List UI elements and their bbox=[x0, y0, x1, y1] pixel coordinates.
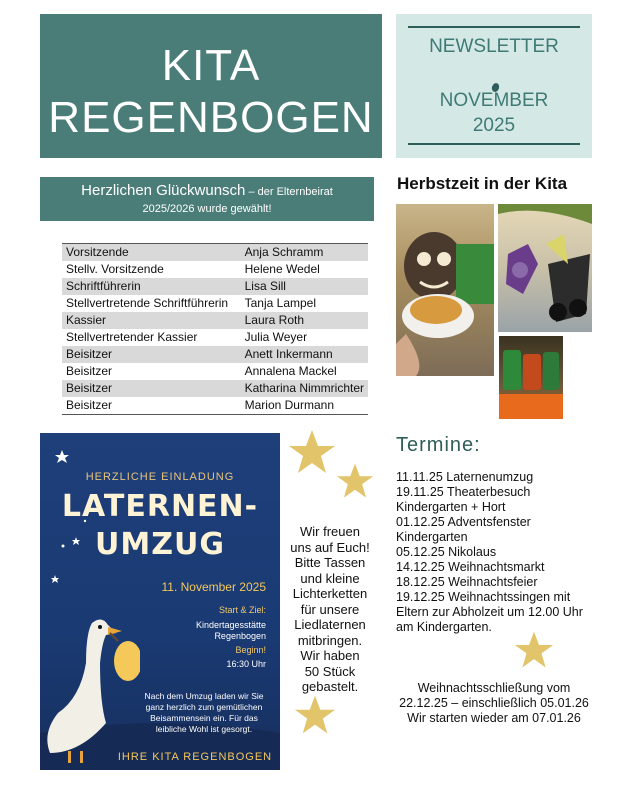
lantern-note-line: gebastelt. bbox=[301, 679, 359, 694]
star-icon bbox=[336, 462, 374, 500]
poster-begin-label: Beginn! bbox=[235, 645, 266, 655]
termine-line: Kindergarten bbox=[396, 530, 468, 544]
title-box bbox=[40, 14, 382, 158]
goose-illustration bbox=[40, 603, 140, 770]
board-row bbox=[62, 397, 368, 415]
lantern-note-line: uns auf Euch! bbox=[290, 539, 370, 555]
poster-title-line2: UMZUG bbox=[95, 527, 225, 562]
termine-line: 11.11.25 Laternenumzug bbox=[396, 470, 534, 484]
lantern-note-line: für unsere bbox=[300, 601, 360, 617]
lantern-note-line: Wir freuen bbox=[300, 524, 360, 539]
board-role: Vorsitzende bbox=[62, 244, 241, 262]
board-row bbox=[62, 244, 368, 262]
closing-line-3: Wir starten wieder am 07.01.26 bbox=[407, 711, 581, 725]
poster-footer: IHRE KITA REGENBOGEN bbox=[117, 751, 273, 763]
lantern-note bbox=[284, 524, 376, 695]
star-icon bbox=[294, 694, 336, 736]
divider-top bbox=[408, 26, 580, 28]
newsletter-label: NEWSLETTER bbox=[429, 36, 559, 57]
board-role: Stellvertretender Kassier bbox=[66, 330, 198, 344]
board-row bbox=[62, 346, 368, 363]
autumn-photo-bats bbox=[498, 204, 592, 332]
board-role: Beisitzer bbox=[66, 398, 113, 412]
termine-heading: Termine: bbox=[396, 434, 481, 456]
board-heading-small: – der Elternbeirat bbox=[245, 186, 333, 198]
title-line-2: REGENBOGEN bbox=[48, 93, 374, 142]
poster-title-line1: LATERNEN- bbox=[61, 489, 259, 524]
poster-begin-value: 16:30 Uhr bbox=[226, 659, 266, 669]
title-line-1: KITA bbox=[161, 41, 261, 90]
closing-note bbox=[396, 681, 592, 726]
board-row bbox=[62, 363, 368, 380]
star-icon bbox=[288, 428, 336, 476]
year-label: 2025 bbox=[472, 115, 516, 136]
termine-line: am Kindergarten. bbox=[396, 620, 492, 634]
board-member-name: Anja Schramm bbox=[241, 244, 368, 262]
month-label: NOVEMBER bbox=[439, 90, 549, 111]
board-heading-box bbox=[40, 177, 374, 221]
board-member-name: Tanja Lampel bbox=[244, 296, 317, 310]
board-member-name: Julia Weyer bbox=[244, 330, 308, 344]
board-member-name: Laura Roth bbox=[241, 312, 368, 329]
poster-invitation: HERZLICHE EINLADUNG bbox=[85, 471, 235, 483]
lantern-note-line: Liedlaternen bbox=[294, 617, 366, 632]
poster-start-value-2: Regenbogen bbox=[214, 631, 266, 641]
closing-line-2: 22.12.25 – einschließlich 05.01.26 bbox=[399, 696, 589, 710]
lantern-note-line: mitbringen. bbox=[297, 632, 363, 648]
board-role: Stellv. Vorsitzende bbox=[66, 262, 164, 276]
termine-line: 01.12.25 Adventsfenster bbox=[396, 515, 531, 529]
board-role: Beisitzer bbox=[62, 346, 241, 363]
board-row bbox=[62, 329, 368, 346]
termine-line: 05.12.25 Nikolaus bbox=[396, 545, 497, 559]
board-member-name: Helene Wedel bbox=[244, 262, 320, 276]
board-member-name: Anett Inkermann bbox=[241, 346, 368, 363]
termine-line: 19.12.25 Weihnachtssingen mit bbox=[396, 590, 571, 604]
lantern-note-line: 50 Stück bbox=[304, 663, 356, 679]
board-role: Schriftführerin bbox=[62, 278, 241, 295]
termine-line: 14.12.25 Weihnachtsmarkt bbox=[396, 560, 545, 574]
board-row bbox=[62, 295, 368, 312]
autumn-photo-jars bbox=[499, 336, 563, 419]
newsletter-box bbox=[396, 14, 592, 158]
board-role: Beisitzer bbox=[62, 380, 241, 397]
board-heading bbox=[40, 182, 374, 199]
lantern-poster bbox=[40, 433, 280, 770]
poster-paragraph: Nach dem Umzug laden wir Sie ganz herzlich zum gemütlichen Beisammensein ein. Für das leibliche Wohl ist gesorgt. bbox=[144, 691, 264, 734]
board-row bbox=[62, 312, 368, 329]
poster-start-value-1: Kindertagesstätte bbox=[195, 620, 266, 630]
star-icon bbox=[514, 630, 554, 670]
board-heading-main: Herzlichen Glückwunsch bbox=[81, 182, 246, 199]
autumn-photo-waffle bbox=[396, 204, 494, 376]
lantern-note-line: Lichterketten bbox=[292, 586, 368, 601]
board-member-name: Annalena Mackel bbox=[244, 364, 337, 378]
divider-bottom bbox=[408, 143, 580, 145]
lantern-note-line: und kleine bbox=[300, 570, 360, 586]
poster-start-label: Start & Ziel: bbox=[218, 605, 266, 615]
board-role: Stellvertretende Schriftführerin bbox=[66, 296, 229, 310]
autumn-title: Herbstzeit in der Kita bbox=[397, 174, 568, 193]
closing-line-1: Weihnachtsschließung vom bbox=[417, 681, 571, 695]
board-row bbox=[62, 278, 368, 295]
board-member-name: Katharina Nimmrichter bbox=[241, 380, 368, 397]
lantern-note-line: Bitte Tassen bbox=[294, 555, 366, 570]
board-member-name: Marion Durmann bbox=[244, 398, 334, 412]
board-row bbox=[62, 380, 368, 397]
board-heading-line2: 2025/2026 wurde gewählt! bbox=[142, 203, 272, 215]
termine-line: 19.11.25 Theaterbesuch bbox=[396, 485, 531, 499]
board-role: Kassier bbox=[62, 312, 241, 329]
lantern-note-line: Wir haben bbox=[300, 648, 360, 663]
board-role: Beisitzer bbox=[66, 364, 113, 378]
termine-line: Eltern zur Abholzeit um 12.00 Uhr bbox=[396, 605, 583, 619]
board-member-name: Lisa Sill bbox=[241, 278, 368, 295]
board-row bbox=[62, 261, 368, 278]
poster-date: 11. November 2025 bbox=[161, 580, 266, 594]
termine-list bbox=[396, 470, 606, 635]
termine-line: Kindergarten + Hort bbox=[396, 500, 506, 514]
termine-line: 18.12.25 Weihnachtsfeier bbox=[396, 575, 538, 589]
board-table bbox=[62, 243, 368, 415]
